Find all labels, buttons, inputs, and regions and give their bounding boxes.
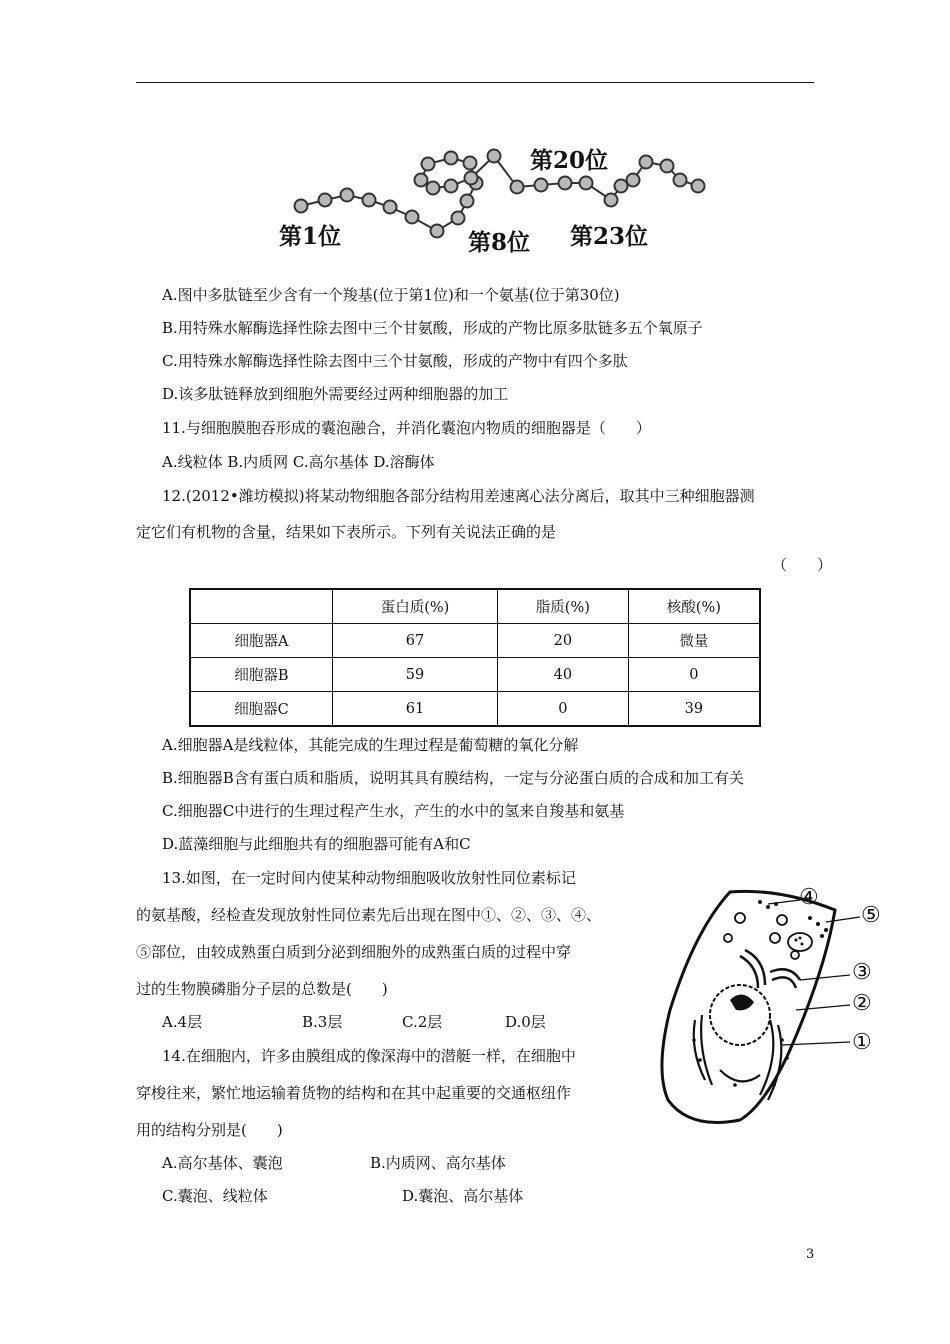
- q14-option-d: D.囊泡、高尔基体: [402, 1187, 524, 1205]
- table-cell: 细胞器A: [190, 624, 333, 658]
- diagram-label-5: ⑤: [861, 903, 881, 928]
- table-cell: 微量: [628, 624, 760, 658]
- table-header-cell: [190, 589, 333, 624]
- q13-line3: ⑤部位，由较成熟蛋白质到分泌到细胞外的成熟蛋白质的过程中穿: [136, 943, 572, 961]
- table-cell: 0: [628, 658, 760, 692]
- diagram-label-1: ①: [852, 1030, 872, 1055]
- q10-option-c: C.用特殊水解酶选择性除去图中三个甘氨酸，形成的产物中有四个多肽: [162, 352, 628, 370]
- table-cell: 20: [498, 624, 629, 658]
- table-cell: 细胞器B: [190, 658, 333, 692]
- table-cell: 40: [498, 658, 629, 692]
- table-cell: 细胞器C: [190, 692, 333, 727]
- q13-line1: 13.如图，在一定时间内使某种动物细胞吸收放射性同位素标记: [162, 869, 576, 887]
- table-row: [190, 658, 760, 692]
- q14-line1: 14.在细胞内，许多由膜组成的像深海中的潜艇一样，在细胞中: [162, 1047, 576, 1065]
- diagram-label-4: ④: [799, 885, 819, 910]
- q12-option-c: C.细胞器C中进行的生理过程产生水，产生的水中的氢来自羧基和氨基: [162, 802, 625, 820]
- table-cell: 59: [333, 658, 498, 692]
- q13-line2: 的氨基酸，经检查发现放射性同位素先后出现在图中①、②、③、④、: [136, 906, 602, 924]
- label-position-23: 第23位: [570, 223, 649, 250]
- diagram-label-3: ③: [852, 960, 872, 985]
- table-cell: 39: [628, 692, 760, 727]
- q13-option-d: D.0层: [505, 1013, 546, 1031]
- table-row: [190, 624, 760, 658]
- q10-option-b: B.用特殊水解酶选择性除去图中三个甘氨酸，形成的产物比原多肽链多五个氧原子: [162, 319, 703, 337]
- table-cell: 67: [333, 624, 498, 658]
- q12-option-a: A.细胞器A是线粒体，其能完成的生理过程是葡萄糖的氧化分解: [162, 736, 579, 754]
- q12-stem-line2: 定它们有机物的含量，结果如下表所示。下列有关说法正确的是: [136, 523, 557, 541]
- q13-option-b: B.3层: [302, 1013, 343, 1031]
- table-row: [190, 692, 760, 727]
- organelle-table: [189, 588, 761, 727]
- q14-option-c: C.囊泡、线粒体: [162, 1187, 268, 1205]
- q11-options: A.线粒体 B.内质网 C.高尔基体 D.溶酶体: [162, 453, 435, 471]
- diagram-label-2: ②: [852, 991, 872, 1016]
- q12-option-b: B.细胞器B含有蛋白质和脂质，说明其具有膜结构，一定与分泌蛋白质的合成和加工有关: [162, 769, 744, 787]
- q14-option-a: A.高尔基体、囊泡: [162, 1154, 283, 1172]
- q10-option-a: A.图中多肽链至少含有一个羧基(位于第1位)和一个氨基(位于第30位): [162, 286, 620, 304]
- label-position-8: 第8位: [468, 229, 531, 256]
- q11-stem: 11.与细胞膜胞吞形成的囊泡融合，并消化囊泡内物质的细胞器是（ ）: [162, 419, 651, 437]
- q12-answer-bracket: （ ）: [772, 556, 833, 574]
- table-cell: 61: [333, 692, 498, 727]
- q13-option-a: A.4层: [162, 1013, 203, 1031]
- q14-option-b: B.内质网、高尔基体: [370, 1154, 506, 1172]
- q12-stem-line1: 12.(2012•潍坊模拟)将某动物细胞各部分结构用差速离心法分离后，取其中三种细胞器测: [162, 487, 755, 505]
- page-number: 3: [806, 1247, 815, 1262]
- q12-option-d: D.蓝藻细胞与此细胞共有的细胞器可能有A和C: [162, 835, 471, 853]
- label-position-20: 第20位: [530, 147, 609, 174]
- q13-line4: 过的生物膜磷脂分子层的总数是( ): [136, 980, 388, 998]
- label-position-1: 第1位: [279, 223, 342, 250]
- table-header-row: [190, 589, 760, 624]
- table-header-cell: 脂质(%): [498, 589, 629, 624]
- table-header-cell: 蛋白质(%): [333, 589, 498, 624]
- table-header-cell: 核酸(%): [628, 589, 760, 624]
- q14-line2: 穿梭往来，繁忙地运输着货物的结构和在其中起重要的交通枢纽作: [136, 1084, 572, 1102]
- header-rule: [136, 82, 814, 83]
- table-cell: 0: [498, 692, 629, 727]
- q13-option-c: C.2层: [402, 1013, 443, 1031]
- q14-line3: 用的结构分别是( ): [136, 1121, 283, 1139]
- q10-option-d: D.该多肽链释放到细胞外需要经过两种细胞器的加工: [162, 385, 509, 403]
